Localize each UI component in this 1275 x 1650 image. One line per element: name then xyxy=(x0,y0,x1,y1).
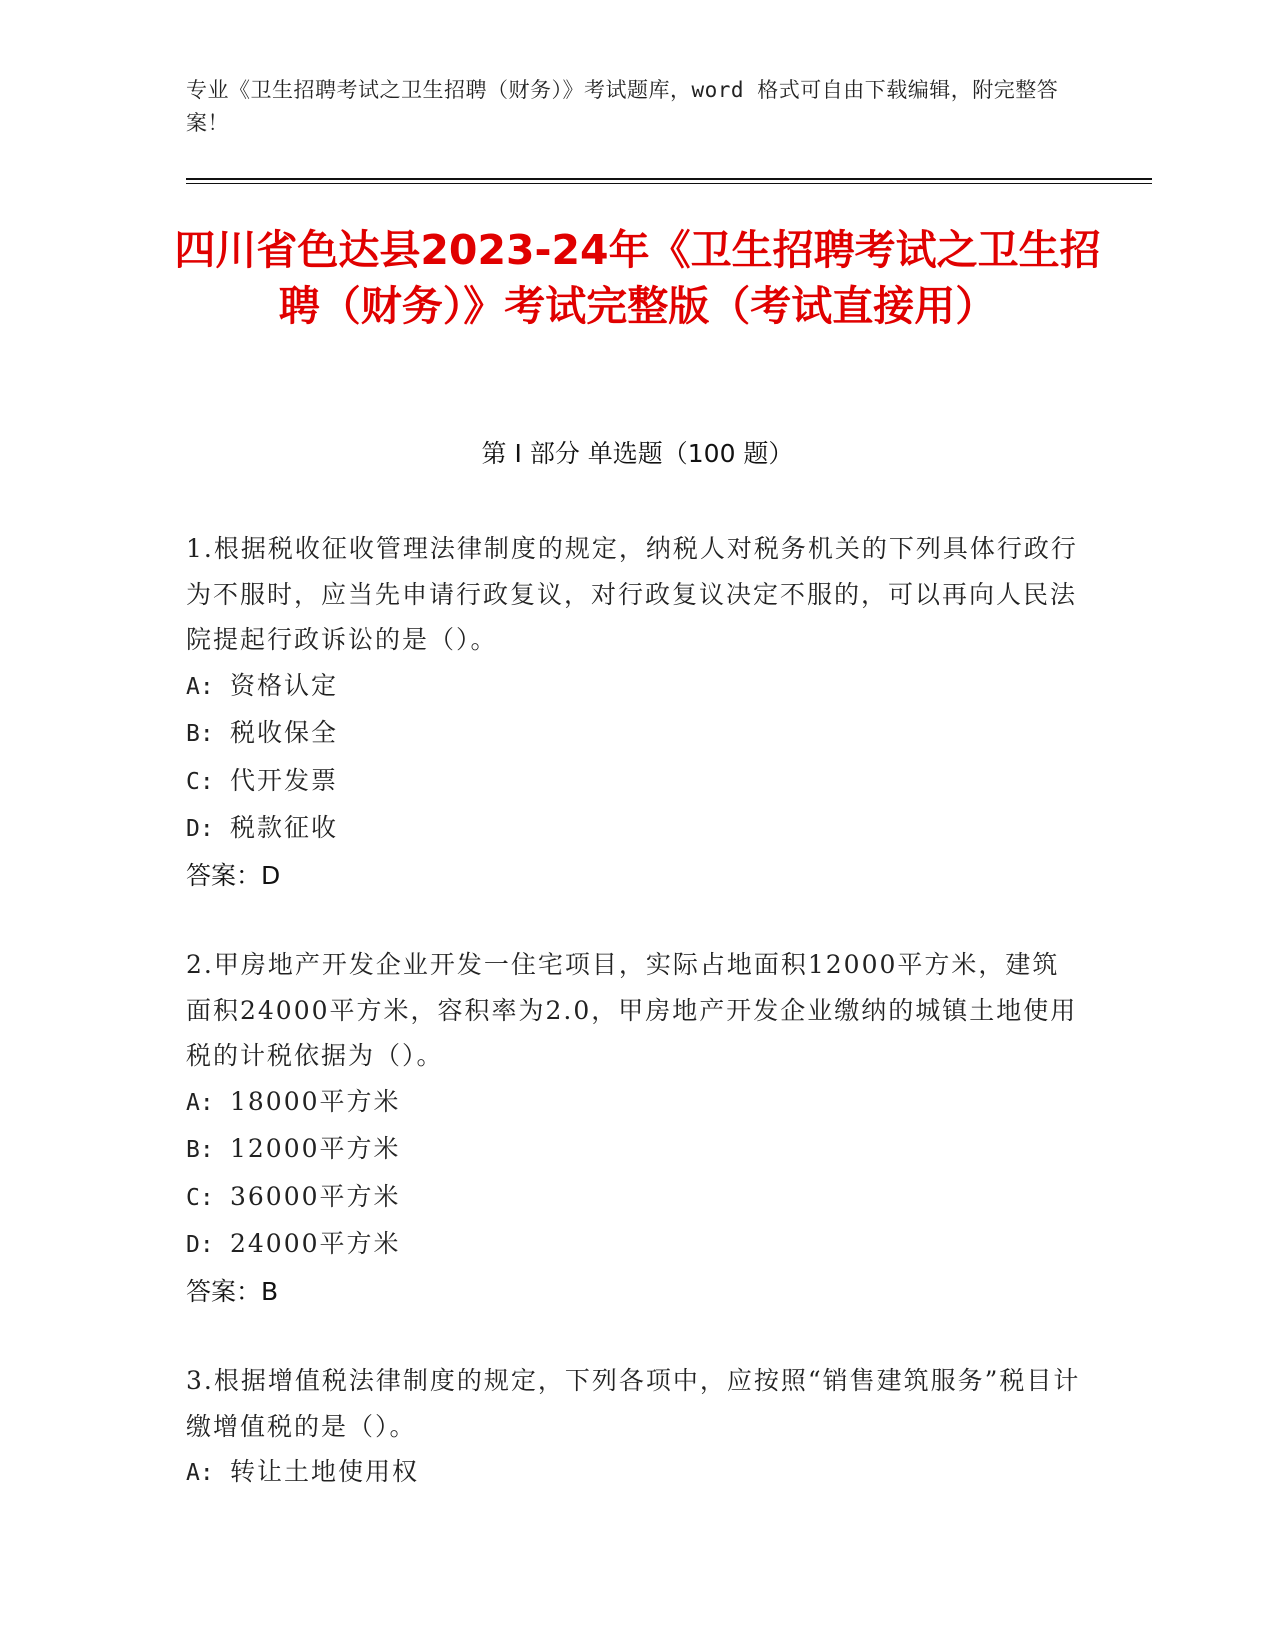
option-a xyxy=(186,1449,1086,1497)
option-key: A: xyxy=(186,1089,214,1116)
option-a xyxy=(186,1079,1086,1127)
option-a xyxy=(186,663,1086,711)
option-text: 税收保全 xyxy=(230,718,339,747)
option-text: 代开发票 xyxy=(230,765,339,795)
option-d xyxy=(186,805,1086,853)
question-stem: 2.甲房地产开发企业开发一住宅项目，实际占地面积12000平方米，建筑面积24000平方米，容积率为2.0，甲房地产开发企业缴纳的城镇土地使用税的计税依据为（）。 xyxy=(186,950,1078,1070)
question-stem: 1.根据税收征收管理法律制度的规定，纳税人对税务机关的下列具体行政行为不服时，应当先申请行政复议，对行政复议决定不服的，可以再向人民法院提起行政诉讼的是（）。 xyxy=(186,534,1078,654)
document-title: 四川省色达县2023-24年《卫生招聘考试之卫生招聘（财务）》考试完整版（考试直接用） xyxy=(174,226,1101,330)
option-key: D: xyxy=(186,816,214,842)
option-key: C: xyxy=(186,768,214,795)
option-text: 18000平方米 xyxy=(230,1086,401,1116)
option-text: 税款征收 xyxy=(230,813,339,842)
option-text: 12000平方米 xyxy=(230,1134,401,1163)
option-key: A: xyxy=(186,673,214,700)
option-key: A: xyxy=(186,1460,214,1486)
question-3 xyxy=(186,1358,1086,1497)
section-title: 第 I 部分 单选题（100 题） xyxy=(481,439,794,468)
option-text: 转让土地使用权 xyxy=(230,1457,420,1486)
question-2 xyxy=(186,942,1086,1314)
answer-line: 答案：D xyxy=(186,860,281,890)
option-key: C: xyxy=(186,1184,214,1211)
question-1 xyxy=(186,526,1086,898)
answer-line: 答案：B xyxy=(186,1276,279,1306)
option-text: 36000平方米 xyxy=(230,1181,401,1211)
option-text: 资格认定 xyxy=(230,670,339,700)
header-divider-thin xyxy=(186,183,1152,184)
option-c xyxy=(186,758,1086,806)
option-key: B: xyxy=(186,721,214,747)
option-c xyxy=(186,1174,1086,1222)
option-b xyxy=(186,710,1086,758)
header-note: 专业《卫生招聘考试之卫生招聘（财务）》考试题库，word 格式可自由下载编辑，附完整答案！ xyxy=(186,78,1059,135)
option-key: B: xyxy=(186,1137,214,1163)
question-list xyxy=(186,526,1086,1541)
question-stem: 3.根据增值税法律制度的规定，下列各项中，应按照“销售建筑服务”税目计缴增值税的是（）。 xyxy=(186,1366,1081,1441)
option-key: D: xyxy=(186,1232,214,1258)
option-b xyxy=(186,1126,1086,1174)
header-divider xyxy=(186,178,1152,180)
option-text: 24000平方米 xyxy=(230,1229,401,1258)
option-d xyxy=(186,1221,1086,1269)
